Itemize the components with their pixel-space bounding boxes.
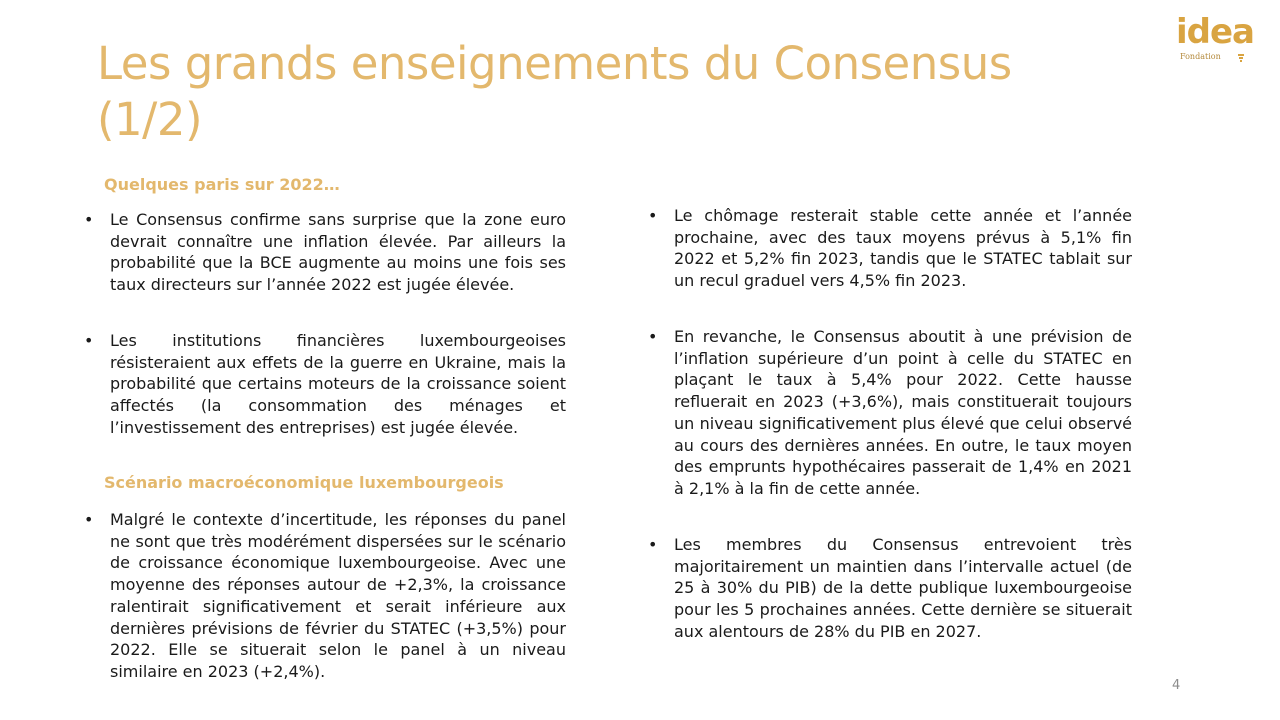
list-item bbox=[84, 330, 566, 439]
idea-foundation-logo bbox=[1176, 12, 1266, 66]
list-item bbox=[84, 209, 566, 296]
bullet-icon: • bbox=[648, 535, 658, 554]
slide-title: Les grands enseignements du Consensus (1/2) bbox=[97, 37, 1012, 146]
logo-wordmark: idea bbox=[1176, 12, 1254, 52]
bullet-text: Les institutions financières luxembourgeoises résisteraient aux effets de la guerre en Ukraine, mais la probabilité que certains moteurs de la croissance soient affectés (la consommation des ménages et l’investissement des entreprises) est jugée élevée. bbox=[110, 331, 566, 437]
bullet-text: Le chômage resterait stable cette année et l’année prochaine, avec des taux moyens prévus à 5,1% fin 2022 et 5,2% fin 2023, tandis que le STATEC tablait sur un recul graduel vers 4,5% fin 2023. bbox=[674, 206, 1132, 291]
section-heading-scenario: Scénario macroéconomique luxembourgeois bbox=[104, 473, 504, 492]
list-item bbox=[648, 205, 1132, 292]
list-item bbox=[648, 326, 1132, 500]
section-heading-2022: Quelques paris sur 2022… bbox=[104, 175, 340, 194]
bullet-text: Les membres du Consensus entrevoient très majoritairement un maintien dans l’intervalle actuel (de 25 à 30% du PIB) de la dette publique luxembourgeoise pour les 5 prochaines années. Cette dernière se situerait aux alentours de 28% du PIB en 2027. bbox=[674, 535, 1132, 641]
bullet-icon: • bbox=[84, 210, 94, 229]
bullet-icon: • bbox=[648, 327, 658, 346]
list-item bbox=[648, 534, 1132, 643]
list-item bbox=[84, 509, 566, 683]
bullet-icon: • bbox=[84, 510, 94, 529]
lightbulb-icon bbox=[1236, 54, 1246, 64]
bullet-text: Malgré le contexte d’incertitude, les réponses du panel ne sont que très modérément dispersées sur le scénario de croissance économique luxembourgeoise. Avec une moyenne des réponses autour de +2,3%, la croissance ralentirait significativement et serait inférieure aux dernières prévisions de février du STATEC (+3,5%) pour 2022. Elle se situerait selon le panel à un niveau similaire en 2023 (+2,4%). bbox=[110, 510, 566, 681]
page-number: 4 bbox=[1172, 678, 1181, 693]
bullet-text: Le Consensus confirme sans surprise que la zone euro devrait connaître une inflation élevée. Par ailleurs la probabilité que la BCE augmente au moins une fois ses taux directeurs sur l’année 2022 est jugée élevée. bbox=[110, 210, 566, 295]
bullet-icon: • bbox=[84, 331, 94, 350]
bullet-text: En revanche, le Consensus aboutit à une prévision de l’inflation supérieure d’un point à celle du STATEC en plaçant le taux à 5,4% pour 2022. Cette hausse refluerait en 2023 (+3,6%), mais constituerait toujours un niveau significativement plus élevé que celui observé au cours des dernières années. En outre, le taux moyen des emprunts hypothécaires passerait de 1,4% en 2021 à 2,1% à la fin de cette année. bbox=[674, 327, 1132, 498]
bullet-icon: • bbox=[648, 206, 658, 225]
logo-subtitle: Fondation bbox=[1180, 52, 1221, 61]
